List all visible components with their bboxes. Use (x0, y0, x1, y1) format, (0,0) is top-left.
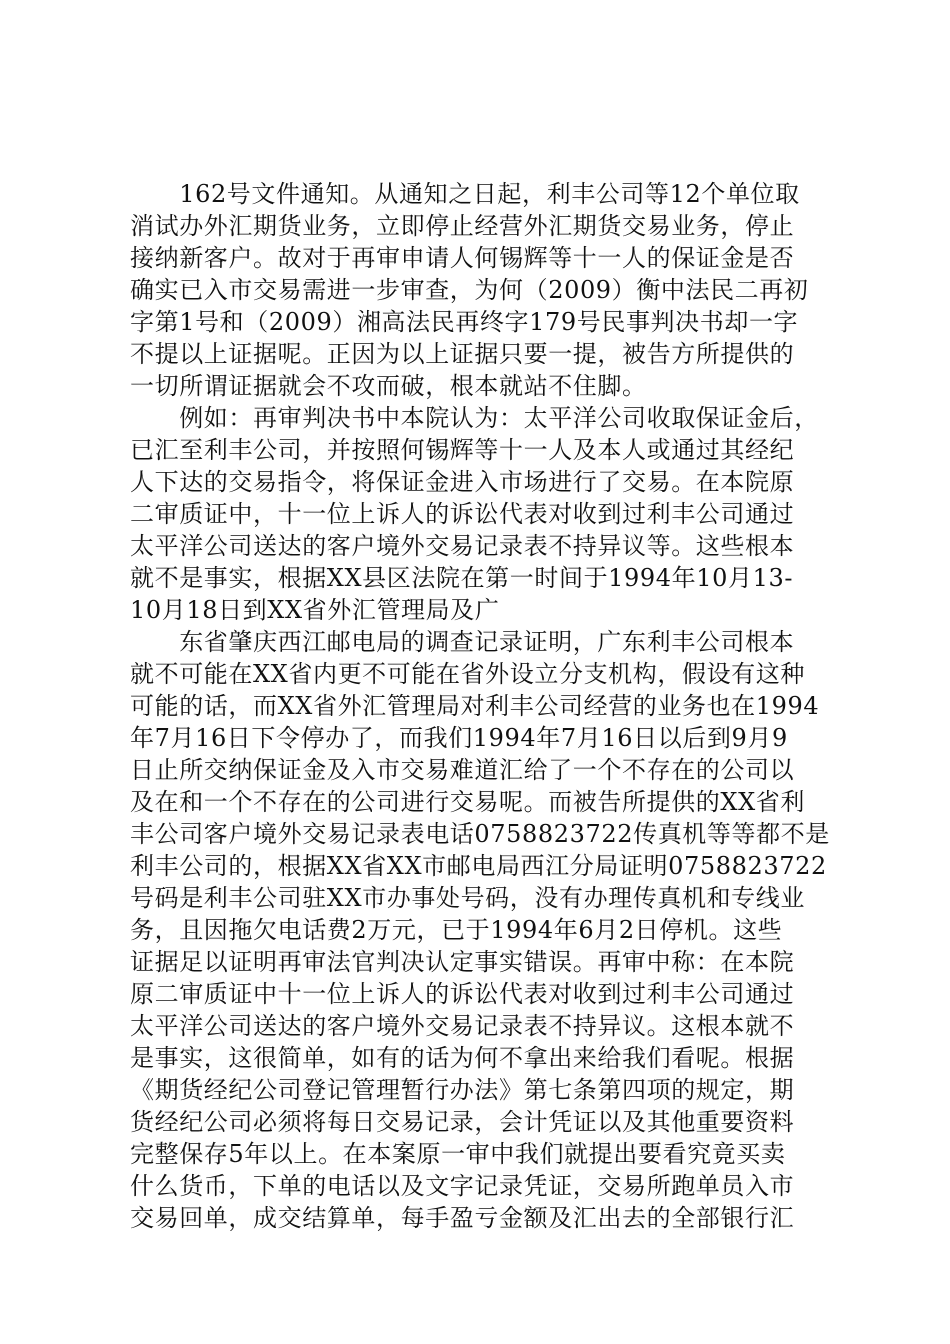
text-line: 及在和一个不存在的公司进行交易呢。而被告所提供的XX省利 (130, 788, 805, 816)
text-line: 太平洋公司送达的客户境外交易记录表不持异议。这根本就不 (130, 1012, 795, 1040)
text-line: 二审质证中，十一位上诉人的诉讼代表对收到过利丰公司通过 (130, 500, 795, 528)
text-line: 原二审质证中十一位上诉人的诉讼代表对收到过利丰公司通过 (130, 980, 795, 1008)
text-line: 162号文件通知。从通知之日起，利丰公司等12个单位取 (130, 180, 800, 208)
text-line: 可能的话，而XX省外汇管理局对利丰公司经营的业务也在1994 (130, 692, 820, 720)
text-line: 日止所交纳保证金及入市交易难道汇给了一个不存在的公司以 (130, 756, 795, 784)
text-line: 什么货币，下单的电话以及文字记录凭证，交易所跑单员入市 (130, 1172, 795, 1200)
text-line: 消试办外汇期货业务，立即停止经营外汇期货交易业务，停止 (130, 212, 795, 240)
text-line: 利丰公司的，根据XX省XX市邮电局西江分局证明0758823722 (130, 852, 827, 880)
text-line: 证据足以证明再审法官判决认定事实错误。再审中称：在本院 (130, 948, 795, 976)
text-line: 年7月16日下令停办了，而我们1994年7月16日以后到9月9 (130, 724, 788, 752)
text-line: 就不是事实，根据XX县区法院在第一时间于1994年10月13- (130, 564, 794, 592)
text-line: 就不可能在XX省内更不可能在省外设立分支机构，假设有这种 (130, 660, 805, 688)
text-line: 《期货经纪公司登记管理暂行办法》第七条第四项的规定，期 (130, 1076, 795, 1104)
text-line: 一切所谓证据就会不攻而破，根本就站不住脚。 (130, 372, 647, 400)
text-line: 交易回单，成交结算单，每手盈亏金额及汇出去的全部银行汇 (130, 1204, 795, 1232)
text-line: 确实已入市交易需进一步审查，为何（2009）衡中法民二再初 (130, 276, 809, 304)
text-line: 是事实，这很简单，如有的话为何不拿出来给我们看呢。根据 (130, 1044, 795, 1072)
text-line: 货经纪公司必须将每日交易记录，会计凭证以及其他重要资料 (130, 1108, 795, 1136)
text-line: 完整保存5年以上。在本案原一审中我们就提出要看究竟买卖 (130, 1140, 786, 1168)
text-line: 10月18日到XX省外汇管理局及广 (130, 596, 500, 624)
text-line: 号码是利丰公司驻XX市办事处号码，没有办理传真机和专线业 (130, 884, 805, 912)
text-line: 务，且因拖欠电话费2万元，已于1994年6月2日停机。这些 (130, 916, 783, 944)
text-line: 例如：再审判决书中本院认为：太平洋公司收取保证金后， (130, 404, 819, 432)
text-line: 太平洋公司送达的客户境外交易记录表不持异议等。这些根本 (130, 532, 795, 560)
text-line: 字第1号和（2009）湘高法民再终字179号民事判决书却一字 (130, 308, 799, 336)
body-text (130, 178, 830, 1234)
text-line: 接纳新客户。故对于再审申请人何锡辉等十一人的保证金是否 (130, 244, 795, 272)
text-line: 已汇至利丰公司，并按照何锡辉等十一人及本人或通过其经纪 (130, 436, 795, 464)
text-line: 人下达的交易指令，将保证金进入市场进行了交易。在本院原 (130, 468, 795, 496)
text-line: 丰公司客户境外交易记录表电话0758823722传真机等等都不是 (130, 820, 830, 848)
text-line: 不提以上证据呢。正因为以上证据只要一提，被告方所提供的 (130, 340, 795, 368)
text-line: 东省肇庆西江邮电局的调查记录证明，广东利丰公司根本 (130, 628, 795, 656)
